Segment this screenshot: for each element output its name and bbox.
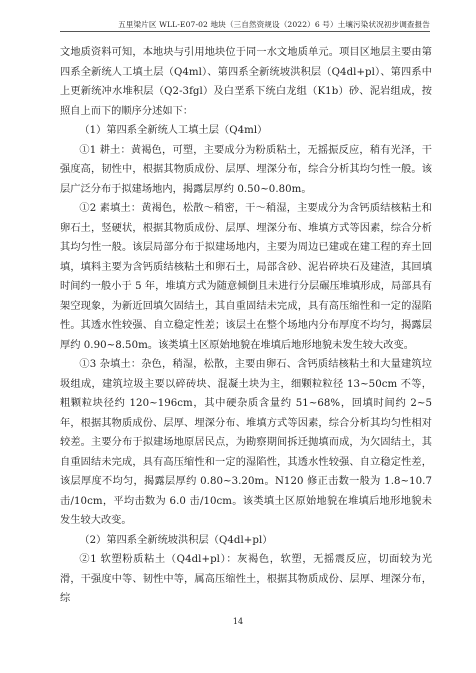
paragraph-soft-silty-clay: ②1 软塑粉质粘土（Q4dl+pl）：灰褐色，软塑，无摇震反应，切面较为光滑，干强度中等、韧性中等，属高压缩性土，根据其物质成份、层厚、埋深分布，综 — [60, 554, 432, 604]
document-body — [60, 43, 432, 609]
paragraph-miscellaneous-fill: ①3 杂填土：杂色，稍湿，松散，主要由卵石、含钙质结核粘土和大量建筑垃圾组成，建筑垃圾主要以碎砖块、混凝土块为主，细颗粒粒径 13~50cm 不等，粗颗粒块径约 120~196cm，其中硬杂质含量约 51~68%，回填时间约 2~5 年，根据其物质成份、层厚、埋深分布、堆填方式等因素，综合分析其均匀性相对较差。主要分布于拟建场地原居民点，为勘察期间拆迁抛填而成，为欠固结土，其自重固结未完成，具有高压缩性和一定的湿陷性，其透水性较强、自立稳定性差，该层厚度不均匀，揭露层厚约 0.80~3.20m。N120 修正击数一般为 1.8~10.7 击/10cm，平均击数为 6.0 击/10cm。该类填土区原始地貌在堆填后地形地貌未发生较大改变。 — [60, 359, 432, 526]
section-heading-slope-alluvial: （2）第四系全新统坡洪积层（Q4dl+pl） — [79, 534, 273, 546]
paragraph-intro: 文地质资料可知，本地块与引用地块位于同一水文地质单元。项目区地层主要由第四系全新统人工填土层（Q4ml）、第四系全新统坡洪积层（Q4dl+pl）、第四系中上更新统冲水堆积层（Q2-3fgl）及白垩系下统白龙组（K1b）砂、泥岩组成，按照自上而下的顺序分述如下： — [60, 47, 432, 117]
section-heading-artificial-fill: （1）第四系全新统人工填土层（Q4ml） — [79, 125, 268, 136]
page-header: 五里梁片区 WLL-E07-02 地块（三自然资规设（2022）6 号）土壤污染状况初步调查报告 — [60, 19, 430, 32]
paragraph-plain-fill: ①2 素填土：黄褐色，松散～稍密，干～稍湿，主要成分为含钙质结核粘土和卵石土，竖硬状，根据其物质成份、层厚、埋深分布、堆填方式等因素，综合分析其均匀性一般。该层局部分布于拟建场地内，主要为周边已建或在建工程的弃土回填，填料主要为含钙质结核粘土和卵石土，局部含砂、泥岩碎块石及建渣，其回填时间约一般小于 5 年，堆填方式为随意倾倒且未进行分层碾压堆填形成，局部具有架空现象，为新近回填欠固结土，其自重固结未完成，具有高压缩性和一定的湿陷性。其透水性较强、自立稳定性差；该层土在整个场地内分布厚度不均匀，揭露层厚约 0.90~8.50m。该类填土区原始地貌在堆填后地形地貌未发生较大改变。 — [60, 203, 432, 351]
page-number: 14 — [232, 617, 244, 626]
paragraph-tilled-soil: ①1 耕土：黄褐色，可塑，主要成分为粉质粘土，无摇振反应，稍有光泽，干强度高，韧性中，根据其物质成份、层厚、埋深分布，综合分析其均匀性一般。该层广泛分布于拟建场地内，揭露层厚约 0.50~0.80m。 — [60, 144, 432, 195]
